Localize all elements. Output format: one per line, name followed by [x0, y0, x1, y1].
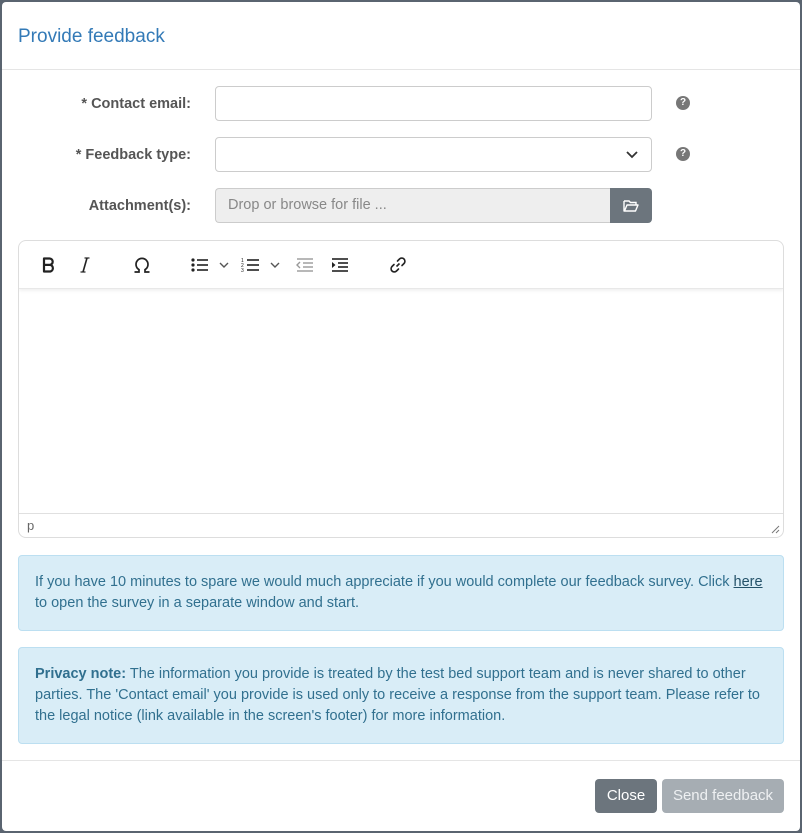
editor-statusbar — [19, 513, 783, 537]
send-feedback-button[interactable]: Send feedback — [662, 779, 784, 813]
link-icon — [389, 256, 407, 274]
contact-email-row — [2, 86, 800, 122]
feedback-type-row — [2, 137, 800, 173]
indent-icon — [331, 257, 349, 273]
svg-text:1: 1 — [241, 258, 244, 264]
modal-footer — [2, 760, 800, 831]
editor-content-area[interactable] — [19, 289, 783, 513]
resize-handle-icon[interactable] — [770, 524, 780, 534]
privacy-heading: Privacy note: — [35, 666, 127, 682]
modal-header — [2, 2, 800, 70]
bold-icon — [42, 257, 56, 273]
privacy-text: The information you provide is treated by the test bed support team and is never shared to other parties. The 'Contact email' you provide is used only to receive a response from the support team. Please refer to the legal notice (link available in the screen's footer) for more information. — [35, 666, 760, 724]
rich-text-editor — [18, 240, 784, 538]
element-path[interactable]: p — [27, 518, 35, 533]
survey-link[interactable]: here — [733, 574, 763, 590]
help-icon[interactable]: ? — [676, 147, 690, 161]
contact-email-input[interactable] — [215, 86, 652, 121]
outdent-icon — [296, 257, 314, 273]
survey-text-after: to open the survey in a separate window and start. — [35, 595, 360, 611]
browse-file-button[interactable] — [610, 188, 652, 223]
numbered-list-icon — [241, 257, 283, 273]
bold-button[interactable] — [39, 253, 59, 277]
chevron-down-icon — [625, 149, 639, 161]
contact-email-label: * Contact email: — [81, 96, 191, 112]
special-character-button[interactable] — [131, 253, 153, 277]
italic-button[interactable] — [75, 253, 95, 277]
attachment-dropzone[interactable]: Drop or browse for file ... — [215, 188, 611, 223]
feedback-type-label: * Feedback type: — [75, 147, 191, 163]
help-icon[interactable]: ? — [676, 96, 690, 110]
svg-text:2: 2 — [241, 263, 244, 269]
bulleted-list-button[interactable] — [191, 253, 231, 277]
italic-icon — [80, 257, 90, 273]
link-button[interactable] — [387, 253, 409, 277]
attachments-label: Attachment(s): — [88, 198, 191, 214]
survey-text-before: If you have 10 minutes to spare we would much appreciate if you would complete our feedback survey. Click — [35, 574, 734, 590]
folder-open-icon — [623, 199, 639, 212]
feedback-modal — [2, 2, 800, 831]
indent-button[interactable] — [329, 253, 351, 277]
numbered-list-button[interactable] — [241, 253, 283, 277]
privacy-alert — [18, 647, 784, 744]
bulleted-list-icon — [191, 257, 231, 273]
modal-title: Provide feedback — [18, 25, 165, 47]
attachments-row — [2, 188, 800, 224]
svg-text:3: 3 — [241, 268, 244, 273]
editor-toolbar — [19, 241, 783, 289]
outdent-button[interactable] — [294, 253, 316, 277]
close-button[interactable]: Close — [595, 779, 657, 813]
survey-alert — [18, 555, 784, 631]
feedback-type-select[interactable] — [215, 137, 652, 172]
omega-icon — [133, 257, 151, 273]
